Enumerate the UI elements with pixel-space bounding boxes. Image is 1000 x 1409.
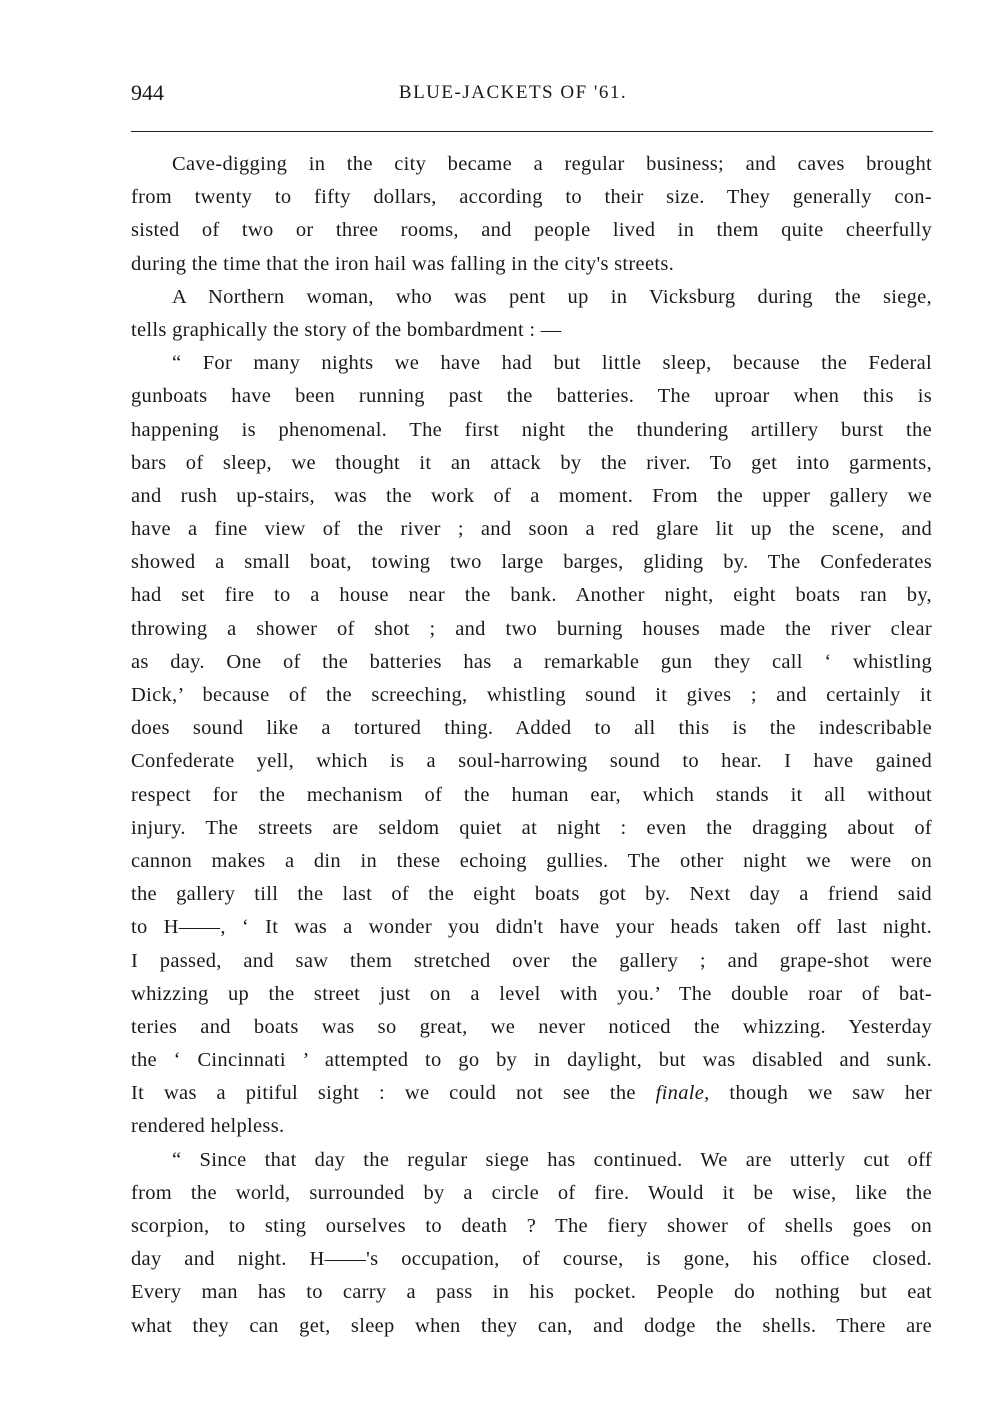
text-line: from twenty to fifty dollars, according to their size. They generally con- xyxy=(131,186,932,209)
text-line: whizzing up the street just on a level with you.’ The double roar of bat- xyxy=(131,982,932,1005)
page-number: 944 xyxy=(131,80,164,105)
text-line: as day. One of the batteries has a remarkable gun they call ‘ whistling xyxy=(131,650,932,673)
text-line: gunboats have been running past the batteries. The uproar when this is xyxy=(131,385,932,408)
text-line: bars of sleep, we thought it an attack by the river. To get into garments, xyxy=(131,451,932,474)
text-segment: It was a pitiful sight : we could not see the xyxy=(131,1082,656,1105)
text-line: the gallery till the last of the eight boats got by. Next day a friend said xyxy=(131,883,932,906)
text-line xyxy=(131,1077,932,1110)
text-segment: though we saw her xyxy=(709,1082,932,1105)
header-rule xyxy=(131,131,933,132)
text-line: teries and boats was so great, we never noticed the whizzing. Yesterday xyxy=(131,1015,932,1038)
italic-word: finale, xyxy=(655,1082,710,1105)
text-line: and rush up-stairs, was the work of a moment. From the upper gallery we xyxy=(131,484,932,507)
text-line: I passed, and saw them stretched over the gallery ; and grape-shot were xyxy=(131,949,932,972)
text-line: Dick,’ because of the screeching, whistling sound it gives ; and certainly it xyxy=(131,684,932,706)
text-line: sisted of two or three rooms, and people lived in them quite cheerfully xyxy=(131,219,932,242)
text-line: during the time that the iron hail was falling in the city's streets. xyxy=(131,252,675,275)
text-line: “ Since that day the regular siege has continued. We are utterly cut off xyxy=(172,1148,932,1171)
text-line: does sound like a tortured thing. Added to all this is the indescribable xyxy=(131,717,932,740)
text-line: showed a small boat, towing two large barges, gliding by. The Confederates xyxy=(131,551,932,574)
running-title: BLUE-JACKETS OF '61. xyxy=(398,82,628,103)
text-line: have a fine view of the river ; and soon a red glare lit up the scene, and xyxy=(131,518,932,541)
text-line: Cave-digging in the city became a regular business; and caves brought xyxy=(172,153,932,175)
text-line: had set fire to a house near the bank. Another night, eight boats ran by, xyxy=(131,584,932,607)
text-line: from the world, surrounded by a circle of fire. Would it be wise, like the xyxy=(131,1181,932,1204)
text-line: “ For many nights we have had but little sleep, because the Federal xyxy=(172,352,932,375)
text-line: cannon makes a din in these echoing gullies. The other night we were on xyxy=(131,849,932,872)
text-line: scorpion, to sting ourselves to death ? The fiery shower of shells goes on xyxy=(131,1215,932,1237)
text-line: injury. The streets are seldom quiet at night : even the dragging about of xyxy=(131,816,932,839)
body-text xyxy=(131,148,932,1343)
text-line: the ‘ Cincinnati ’ attempted to go by in daylight, but was disabled and sunk. xyxy=(131,1049,932,1072)
text-line: Confederate yell, which is a soul-harrowing sound to hear. I have gained xyxy=(131,750,932,773)
text-line: day and night. H——'s occupation, of course, is gone, his office closed. xyxy=(131,1248,932,1271)
text-line: to H——, ‘ It was a wonder you didn't have your heads taken off last night. xyxy=(131,916,932,939)
text-line: what they can get, sleep when they can, and dodge the shells. There are xyxy=(131,1314,932,1337)
text-line: A Northern woman, who was pent up in Vicksburg during the siege, xyxy=(172,285,932,308)
text-line: throwing a shower of shot ; and two burning houses made the river clear xyxy=(131,617,932,640)
text-line: rendered helpless. xyxy=(131,1115,285,1138)
text-line: happening is phenomenal. The first night the thundering artillery burst the xyxy=(131,418,932,441)
text-line: tells graphically the story of the bombardment : — xyxy=(131,318,562,341)
text-line: respect for the mechanism of the human ear, which stands it all without xyxy=(131,783,932,806)
text-line: Every man has to carry a pass in his pocket. People do nothing but eat xyxy=(131,1281,932,1304)
